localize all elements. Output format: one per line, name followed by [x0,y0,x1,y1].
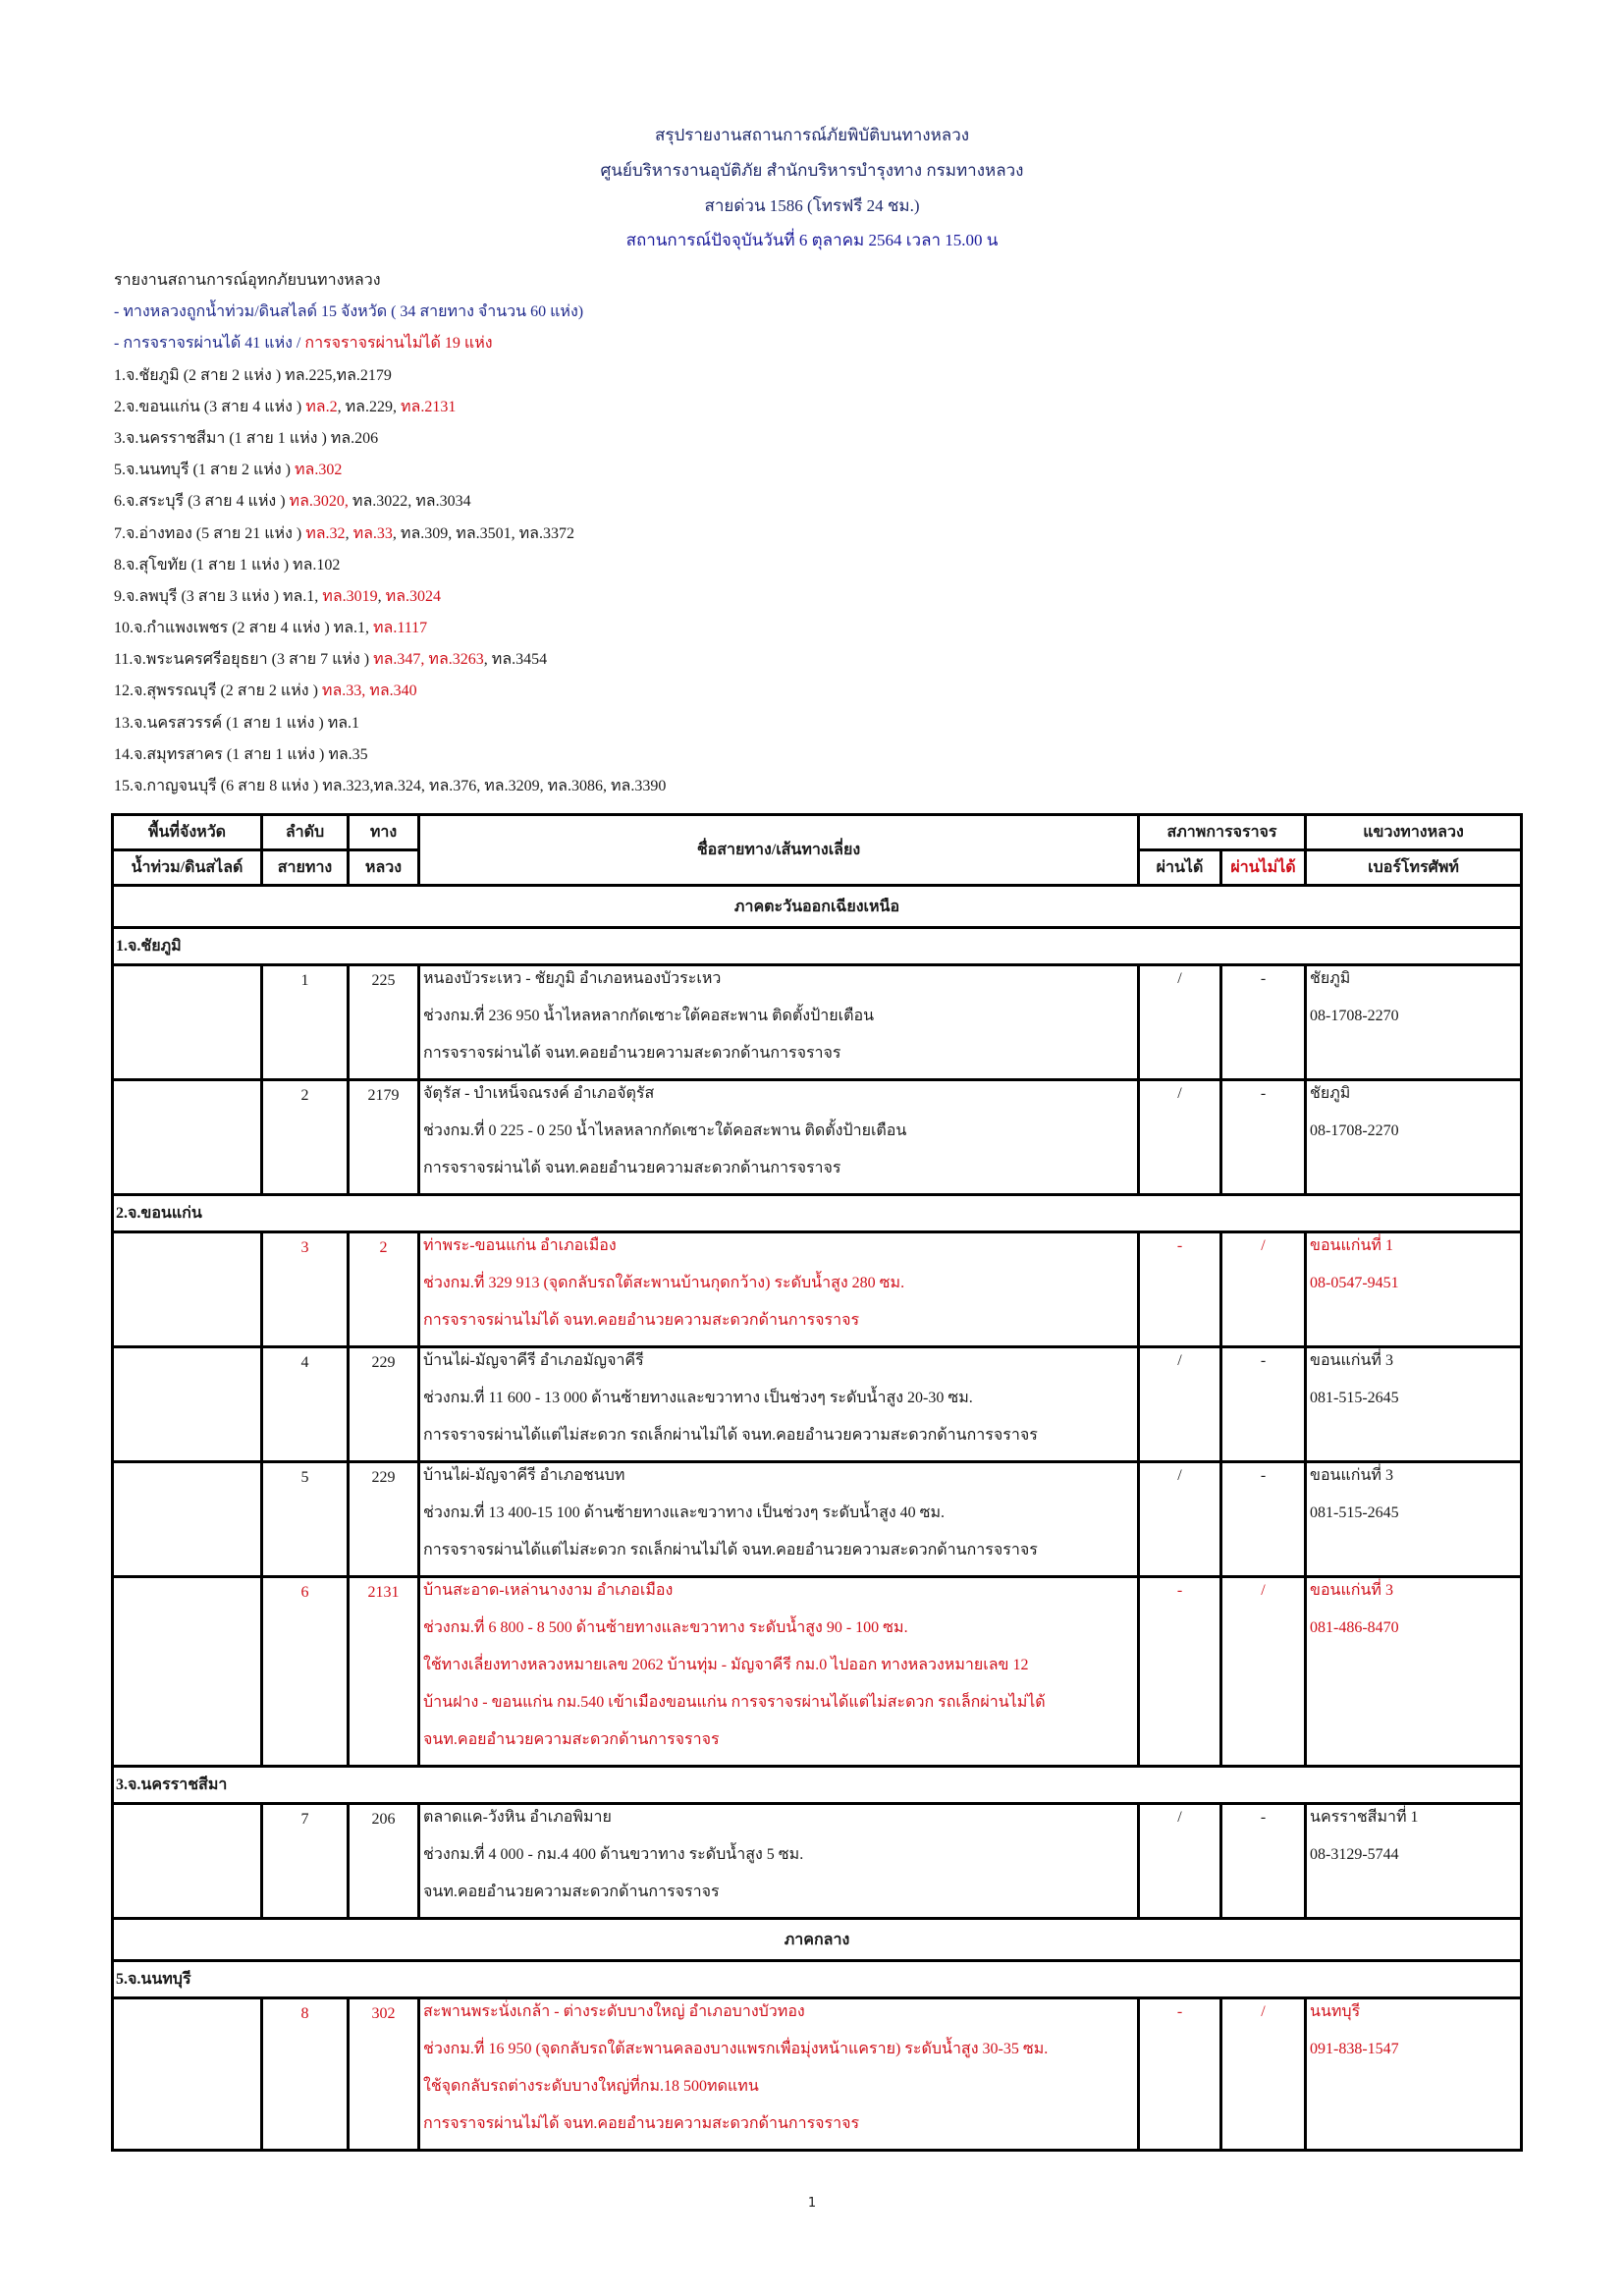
province-summary-route: ทล.1, [282,587,323,605]
province-summary-label: 14.จ.สมุทรสาคร (1 สาย 1 แห่ง ) [114,745,329,763]
province-label: 3.จ.นครราชสีมา [113,1767,1522,1804]
route-description-line: การจราจรผ่านได้ จนท.คอยอำนวยความสะดวกด้านการจราจร [423,1045,841,1062]
province-summary-route: ทล.102 [293,556,341,574]
summary-passable: - การจราจรผ่านได้ 41 แห่ง / [114,335,305,353]
province-summary-route: ทล.1117 [373,620,428,637]
pass-cell: - [1139,1577,1221,1767]
route-description-line: จนท.คอยอำนวยความสะดวกด้านการจราจร [423,1731,720,1748]
office-phone: 08-1708-2270 [1310,1122,1399,1139]
route-description-cell [419,1804,1139,1919]
province-summary-label: 6.จ.สระบุรี (3 สาย 4 แห่ง ) [114,493,290,511]
province-summary-line [114,581,1528,613]
province-summary-line [114,739,1528,771]
province-list [114,360,1528,803]
pass-cell: / [1139,965,1221,1080]
office-name: ขอนแก่นที่ 3 [1310,1582,1393,1599]
area-cell [113,1804,262,1919]
region-label: ภาคกลาง [113,1919,1522,1961]
header-pass: ผ่านได้ [1139,850,1221,886]
office-phone: 081-515-2645 [1310,1504,1399,1521]
route-description-line: ช่วงกม.ที่ 4 000 - กม.4 400 ด้านขวาทาง ระดับน้ำสูง 5 ซม. [423,1846,804,1863]
office-phone: 091-838-1547 [1310,2041,1399,2057]
province-summary-route: , ทล.309, ทล.3501, ทล.3372 [392,524,574,542]
route-description-line: สะพานพระนั่งเกล้า - ต่างระดับบางใหญ่ อำเภอบางบัวทอง [423,2003,805,2020]
province-summary-route: ทล.3020, [289,493,349,511]
header-highway: ทาง [349,815,419,850]
province-summary-line [114,392,1528,423]
province-summary-label: 7.จ.อ่างทอง (5 สาย 21 แห่ง ) [114,524,306,542]
table-row [113,1347,1522,1462]
nopass-cell: - [1221,1347,1306,1462]
office-cell [1306,1232,1522,1347]
province-summary-route: ทล.2179 [336,366,392,384]
province-summary-line [114,644,1528,676]
route-description-line: ช่วงกม.ที่ 329 913 (จุดกลับรถใต้สะพานบ้านกุดกว้าง) ระดับน้ำสูง 280 ซม. [423,1275,905,1291]
highway-cell: 229 [349,1462,419,1577]
route-description-line: บ้านไผ่-มัญจาคีรี อำเภอชนบท [423,1467,625,1484]
route-description-line: ช่วงกม.ที่ 16 950 (จุดกลับรถใต้สะพานคลองบางแพรกเพื่อมุ่งหน้าแคราย) ระดับน้ำสูง 30-35 ซม. [423,2041,1049,2057]
office-cell [1306,1804,1522,1919]
area-cell [113,1080,262,1195]
office-cell [1306,1998,1522,2151]
highway-cell: 2 [349,1232,419,1347]
province-summary-route: , [337,398,346,415]
route-description-line: ช่วงกม.ที่ 13 400-15 100 ด้านซ้ายทางและขวาทาง เป็นช่วงๆ ระดับน้ำสูง 40 ซม. [423,1504,946,1521]
route-description-line: บ้านสะอาด-เหล่านางงาม อำเภอเมือง [423,1582,674,1599]
area-cell [113,1232,262,1347]
pass-cell: - [1139,1232,1221,1347]
province-summary-line [114,423,1528,455]
route-description-line: การจราจรผ่านได้แต่ไม่สะดวก รถเล็กผ่านไม่ได้ จนท.คอยอำนวยความสะดวกด้านการจราจร [423,1542,1038,1558]
route-description-line: การจราจรผ่านไม่ได้ จนท.คอยอำนวยความสะดวกด้านการจราจร [423,2115,860,2132]
header-traffic: สภาพการจราจร [1139,815,1306,850]
summary-traffic [114,328,1528,359]
report-org: ศูนย์บริหารงานอุบัติภัย สำนักบริหารบำรุงทาง กรมทางหลวง [600,161,1024,180]
header-route-name: ชื่อสายทาง/เส้นทางเลี่ยง [419,815,1139,886]
province-summary-route: ทล.225, [285,366,337,384]
header-office: แขวงทางหลวง [1306,815,1522,850]
province-summary-route: , ทล.3454 [483,651,548,669]
office-phone: 081-515-2645 [1310,1390,1399,1406]
route-description-line: ช่วงกม.ที่ 11 600 - 13 000 ด้านซ้ายทางและขวาทาง เป็นช่วงๆ ระดับน้ำสูง 20-30 ซม. [423,1390,973,1406]
table-row [113,1998,1522,2151]
province-summary-label: 9.จ.ลพบุรี (3 สาย 3 แห่ง ) [114,587,283,605]
province-summary-label: 2.จ.ขอนแก่น (3 สาย 4 แห่ง ) [114,398,306,415]
route-description-line: ช่วงกม.ที่ 6 800 - 8 500 ด้านซ้ายทางและขวาทาง ระดับน้ำสูง 90 - 100 ซม. [423,1619,908,1636]
summary-section [114,265,1528,802]
highway-cell: 2131 [349,1577,419,1767]
province-row [113,1767,1522,1804]
highway-cell: 225 [349,965,419,1080]
province-label: 2.จ.ขอนแก่น [113,1195,1522,1232]
area-cell [113,1998,262,2151]
province-summary-line [114,613,1528,644]
province-row [113,1195,1522,1232]
province-summary-label: 1.จ.ชัยภูมิ (2 สาย 2 แห่ง ) [114,366,286,384]
seq-cell: 4 [262,1347,349,1462]
seq-cell: 3 [262,1232,349,1347]
office-name: นครราชสีมาที่ 1 [1310,1809,1419,1826]
nopass-cell: / [1221,1577,1306,1767]
province-summary-route: , [377,587,386,605]
nopass-cell: - [1221,1804,1306,1919]
office-cell [1306,1577,1522,1767]
office-name: นนทบุรี [1310,2003,1361,2020]
route-description-line: บ้านไผ่-มัญจาคีรี อำเภอมัญจาคีรี [423,1352,644,1369]
province-summary-line [114,550,1528,581]
province-summary-label: 12.จ.สุพรรณบุรี (2 สาย 2 แห่ง ) [114,683,322,700]
nopass-cell: - [1221,1080,1306,1195]
province-summary-route: ทล.1, [333,620,373,637]
route-description-cell [419,1577,1139,1767]
header-area: พื้นที่จังหวัด [113,815,262,850]
header-area-2: น้ำท่วม/ดินสไลด์ [113,850,262,886]
province-label: 5.จ.นนทบุรี [113,1961,1522,1998]
province-row [113,1961,1522,1998]
province-summary-label: 3.จ.นครราชสีมา (1 สาย 1 แห่ง ) [114,429,331,447]
office-name: ชัยภูมิ [1310,970,1351,987]
province-summary-route: ทล.35 [328,745,368,763]
province-summary-route: ทล.3019 [322,587,378,605]
region-row [113,886,1522,928]
route-description-cell [419,1080,1139,1195]
nopass-cell: / [1221,1232,1306,1347]
highway-cell: 229 [349,1347,419,1462]
pass-cell: / [1139,1804,1221,1919]
report-status-date: สถานการณ์ปัจจุบันวันที่ 6 ตุลาคม 2564 เวลา 15.00 น [625,231,999,249]
header-seq-2: สายทาง [262,850,349,886]
route-description-line: ช่วงกม.ที่ 0 225 - 0 250 น้ำไหลหลากกัดเซาะใต้คอสะพาน ติดตั้งป้ายเตือน [423,1122,907,1139]
province-summary-label: 5.จ.นนทบุรี (1 สาย 2 แห่ง ) [114,462,295,479]
pass-cell: / [1139,1080,1221,1195]
table-row [113,1080,1522,1195]
province-summary-route: ทล.33 [352,524,393,542]
route-description-cell [419,1462,1139,1577]
table-row [113,1232,1522,1347]
office-phone: 08-3129-5744 [1310,1846,1399,1863]
area-cell [113,1462,262,1577]
header-seq: ลำดับ [262,815,349,850]
route-description-line: การจราจรผ่านไม่ได้ จนท.คอยอำนวยความสะดวกด้านการจราจร [423,1312,860,1329]
province-summary-line [114,486,1528,518]
highway-cell: 2179 [349,1080,419,1195]
office-name: ขอนแก่นที่ 3 [1310,1352,1393,1369]
header-phone: เบอร์โทรศัพท์ [1306,850,1522,886]
route-description-line: ใช้ทางเลี่ยงทางหลวงหมายเลข 2062 บ้านทุ่ม - มัญจาคีรี กม.0 ไปออก ทางหลวงหมายเลข 12 [423,1657,1029,1673]
table-row [113,1804,1522,1919]
seq-cell: 2 [262,1080,349,1195]
office-phone: 08-1708-2270 [1310,1008,1399,1024]
route-description-line: บ้านฝาง - ขอนแก่น กม.540 เข้าเมืองขอนแก่น การจราจรผ่านได้แต่ไม่สะดวก รถเล็กผ่านไม่ได้ [423,1694,1046,1711]
route-description-line: หนองบัวระเหว - ชัยภูมิ อำเภอหนองบัวระเหว [423,970,722,987]
province-summary-line [114,360,1528,392]
province-summary-route: ทล.323,ทล.324, ทล.376, ทล.3209, ทล.3086, ทล.3390 [322,778,667,794]
province-summary-route: , [345,524,353,542]
route-description-line: การจราจรผ่านได้แต่ไม่สะดวก รถเล็กผ่านไม่ได้ จนท.คอยอำนวยความสะดวกด้านการจราจร [423,1427,1038,1444]
office-phone: 08-0547-9451 [1310,1275,1399,1291]
office-cell [1306,1347,1522,1462]
office-name: ชัยภูมิ [1310,1085,1351,1102]
province-summary-label: 11.จ.พระนครศรีอยุธยา (3 สาย 7 แห่ง ) [114,651,374,669]
pass-cell: / [1139,1462,1221,1577]
route-description-line: จัตุรัส - บำเหน็จณรงค์ อำเภอจัตุรัส [423,1085,655,1102]
route-description-line: ตลาดแค-วังหิน อำเภอพิมาย [423,1809,612,1826]
nopass-cell: - [1221,1462,1306,1577]
route-description-line: จนท.คอยอำนวยความสะดวกด้านการจราจร [423,1884,720,1900]
province-summary-line [114,455,1528,486]
seq-cell: 6 [262,1577,349,1767]
route-description-line: ท่าพระ-ขอนแก่น อำเภอเมือง [423,1237,617,1254]
seq-cell: 7 [262,1804,349,1919]
office-cell [1306,1462,1522,1577]
office-cell [1306,1080,1522,1195]
route-description-cell [419,1232,1139,1347]
province-summary-route: ทล.229, [345,398,401,415]
province-summary-line [114,519,1528,550]
header-nopass: ผ่านไม่ได้ [1221,850,1306,886]
province-summary-route: ทล.206 [330,429,379,447]
province-summary-route: ทล.1 [327,714,360,732]
province-summary-route: ทล.33, ทล.340 [321,683,417,700]
route-description-line: การจราจรผ่านได้ จนท.คอยอำนวยความสะดวกด้านการจราจร [423,1160,841,1176]
table-row [113,1577,1522,1767]
office-cell [1306,965,1522,1080]
header-highway-2: หลวง [349,850,419,886]
route-description-cell [419,1347,1139,1462]
route-description-cell [419,965,1139,1080]
office-name: ขอนแก่นที่ 3 [1310,1467,1393,1484]
province-summary-route: ทล.32 [305,524,346,542]
nopass-cell: / [1221,1998,1306,2151]
office-phone: 081-486-8470 [1310,1619,1399,1636]
pass-cell: / [1139,1347,1221,1462]
seq-cell: 8 [262,1998,349,2151]
province-summary-label: 10.จ.กำแพงเพชร (2 สาย 4 แห่ง ) [114,620,334,637]
page-number: 1 [807,2196,817,2211]
province-summary-route: ทล.2 [305,398,338,415]
summary-affected: - ทางหลวงถูกน้ำท่วม/ดินสไลด์ 15 จังหวัด ( 34 สายทาง จำนวน 60 แห่ง) [114,303,584,321]
province-summary-route: ทล.302 [295,462,343,479]
province-row [113,928,1522,965]
report-hotline: สายด่วน 1586 (โทรฟรี 24 ชม.) [704,196,920,215]
highway-cell: 302 [349,1998,419,2151]
province-summary-route: ทล.2131 [400,398,457,415]
route-description-cell [419,1998,1139,2151]
province-summary-line [114,708,1528,739]
province-summary-route: ทล.347, ทล.3263 [373,651,484,669]
region-row [113,1919,1522,1961]
summary-title: รายงานสถานการณ์อุทกภัยบนทางหลวง [114,272,381,289]
route-description-line: ช่วงกม.ที่ 236 950 น้ำไหลหลากกัดเซาะใต้คอสะพาน ติดตั้งป้ายเตือน [423,1008,875,1024]
province-summary-route: ทล.3022, ทล.3034 [348,493,471,511]
province-summary-route: ทล.3024 [385,587,442,605]
area-cell [113,1347,262,1462]
route-description-line: ใช้จุดกลับรถต่างระดับบางใหญ่ที่กม.18 500ทดแทน [423,2078,759,2095]
table-row [113,965,1522,1080]
area-cell [113,965,262,1080]
highway-cell: 206 [349,1804,419,1919]
province-summary-line [114,676,1528,707]
report-title: สรุปรายงานสถานการณ์ภัยพิบัติบนทางหลวง [654,126,970,144]
nopass-cell: - [1221,965,1306,1080]
situation-table [111,813,1523,2152]
province-label: 1.จ.ชัยภูมิ [113,928,1522,965]
office-name: ขอนแก่นที่ 1 [1310,1237,1393,1254]
summary-impassable: การจราจรผ่านไม่ได้ 19 แห่ง [304,335,493,353]
province-summary-label: 15.จ.กาญจนบุรี (6 สาย 8 แห่ง ) [114,778,323,794]
province-summary-line [114,771,1528,802]
table-row [113,1462,1522,1577]
seq-cell: 5 [262,1462,349,1577]
pass-cell: - [1139,1998,1221,2151]
province-summary-label: 13.จ.นครสวรรค์ (1 สาย 1 แห่ง ) [114,714,328,732]
seq-cell: 1 [262,965,349,1080]
area-cell [113,1577,262,1767]
region-label: ภาคตะวันออกเฉียงเหนือ [113,886,1522,928]
province-summary-label: 8.จ.สุโขทัย (1 สาย 1 แห่ง ) [114,556,294,574]
